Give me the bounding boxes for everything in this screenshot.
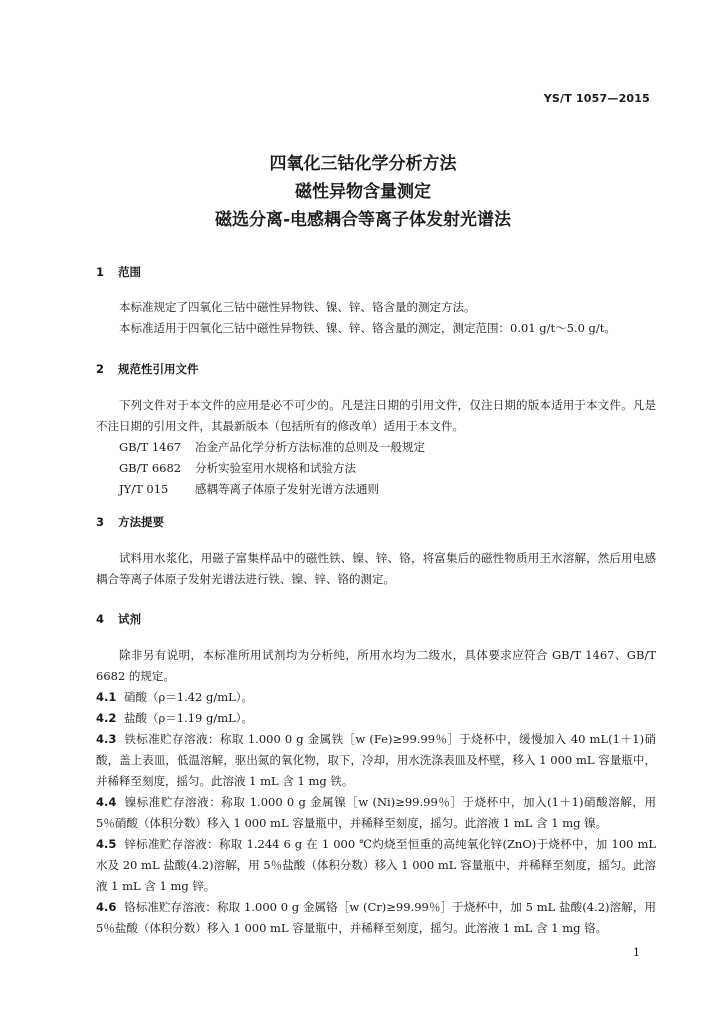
reference-item <box>96 437 656 458</box>
section-title: 方法提要 <box>118 515 164 529</box>
item-number: 4.4 <box>96 795 117 809</box>
reference-code: GB/T 6682 <box>119 461 182 475</box>
reference-title: 分析实验室用水规格和试验方法 <box>195 461 356 475</box>
reference-code: JY/T 015 <box>119 482 169 496</box>
reference-item <box>96 479 656 500</box>
item-text: 镍标准贮存溶液：称取 1.000 0 g 金属镍［w (Ni)≥99.99％］于烧杯中，加入(1＋1)硝酸溶解，用 5％硝酸（体积分数）移入 1 000 mL 容量瓶中，并稀释至刻度，摇匀。此溶液 1 mL 含 1 mg 镍。 <box>96 795 656 830</box>
section-3-heading <box>96 514 164 530</box>
paragraph: 本标准适用于四氧化三钴中磁性异物铁、镍、锌、铬含量的测定，测定范围：0.01 g/t～5.0 g/t。 <box>119 321 616 335</box>
item-text: 铁标准贮存溶液：称取 1.000 0 g 金属铁［w (Fe)≥99.99％］于烧杯中，缓慢加入 40 mL(1＋1)硝酸，盖上表皿，低温溶解，驱出氮的氧化物，取下，冷却，用水洗涤表皿及杯壁，移入 1 000 mL 容量瓶中，并稀释至刻度，摇匀。此溶液 1 mL 含 1 mg 铁。 <box>96 732 656 788</box>
section-number: 4 <box>96 612 105 626</box>
item-number: 4.3 <box>96 732 117 746</box>
section-2-heading <box>96 361 199 377</box>
section-title: 试剂 <box>118 612 141 626</box>
reference-code: GB/T 1467 <box>119 440 182 454</box>
title-line-2: 磁性异物含量测定 <box>295 182 431 202</box>
title-line-3: 磁选分离-电感耦合等离子体发射光谱法 <box>214 210 512 230</box>
section-number: 2 <box>96 362 105 376</box>
page-number: 1 <box>633 946 640 959</box>
reagent-item <box>96 834 656 897</box>
item-number: 4.6 <box>96 900 117 914</box>
section-4-heading <box>96 611 141 627</box>
item-number: 4.1 <box>96 690 117 704</box>
reagent-item <box>96 729 656 792</box>
section-3-body <box>96 548 656 590</box>
item-text: 盐酸（ρ＝1.19 g/mL）。 <box>124 711 254 725</box>
title-line-1: 四氧化三钴化学分析方法 <box>269 154 457 174</box>
section-number: 3 <box>96 515 105 529</box>
item-text: 锌标准贮存溶液：称取 1.244 6 g 在 1 000 ℃灼烧至恒重的高纯氧化锌(ZnO)于烧杯中，加 100 mL 水及 20 mL 盐酸(4.2)溶解，用 5％盐酸（体积分数）移入 1 000 mL 容量瓶中，并稀释至刻度，摇匀。此溶液 1 mL 含 1 mg 锌。 <box>96 837 656 893</box>
paragraph: 下列文件对于本文件的应用是必不可少的。凡是注日期的引用文件，仅注日期的版本适用于本文件。凡是不注日期的引用文件，其最新版本（包括所有的修改单）适用于本文件。 <box>96 398 656 433</box>
document-title <box>0 150 726 234</box>
paragraph: 本标准规定了四氧化三钴中磁性异物铁、镍、锌、铬含量的测定方法。 <box>119 300 476 314</box>
item-text: 硝酸（ρ＝1.42 g/mL）。 <box>124 690 254 704</box>
section-1-body <box>96 297 656 339</box>
reagent-item <box>96 708 656 729</box>
section-title: 规范性引用文件 <box>118 362 199 376</box>
section-4-body <box>96 645 656 939</box>
standard-number: YS/T 1057—2015 <box>543 92 650 105</box>
section-number: 1 <box>96 265 105 279</box>
reagent-item <box>96 792 656 834</box>
item-text: 铬标准贮存溶液：称取 1.000 0 g 金属铬［w (Cr)≥99.99％］于烧杯中，加 5 mL 盐酸(4.2)溶解，用 5％盐酸（体积分数）移入 1 000 mL 容量瓶中，并稀释至刻度，摇匀。此溶液 1 mL 含 1 mg 铬。 <box>96 900 656 935</box>
reference-title: 冶金产品化学分析方法标准的总则及一般规定 <box>195 440 425 454</box>
reagent-item <box>96 687 656 708</box>
item-number: 4.2 <box>96 711 117 725</box>
section-2-body <box>96 395 656 500</box>
section-title: 范围 <box>118 265 141 279</box>
section-1-heading <box>96 264 141 280</box>
item-number: 4.5 <box>96 837 117 851</box>
reference-title: 感耦等离子体原子发射光谱方法通则 <box>195 482 379 496</box>
reference-item <box>96 458 656 479</box>
paragraph: 试料用水浆化，用磁子富集样品中的磁性铁、镍、锌、铬，将富集后的磁性物质用王水溶解，然后用电感耦合等离子体原子发射光谱法进行铁、镍、锌、铬的测定。 <box>96 551 656 586</box>
paragraph: 除非另有说明，本标准所用试剂均为分析纯，所用水均为二级水，具体要求应符合 GB/T 1467、GB/T 6682 的规定。 <box>96 648 656 683</box>
reagent-item <box>96 897 656 939</box>
